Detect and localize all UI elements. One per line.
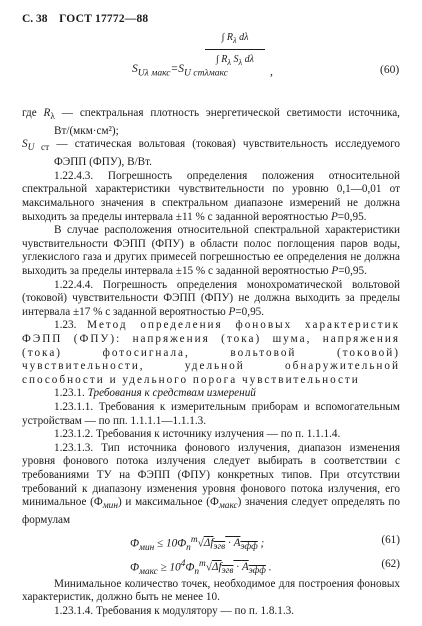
paragraph-1-23-1-3: 1.23.1.3. Тип источника фонового излучения, диапазон изменения уровня фонового потока излучения следует выбирать в соответствии с требованиями ТУ на ФЭПП (ФПУ) конкретных типов. При отсутствии требований к диапазону изменения уровня фонового потока излучения, его минимальное $(Ф_{мин})$ и максимальное $(Ф_{макс})$ значения следует определять по формулам (22, 441, 400, 526)
formula-60-lhs: $S_{U\lambda макс}=S_{U ст\lambda макс}$ (132, 63, 228, 79)
formula-61-expression: $Ф_{мин} \le 10Ф_п^т√\Delta f_{эгв} \cdot A_{эфф}$ ; (130, 534, 265, 553)
formula-62-expression: $Ф_{макс} \ge 10^4Ф_п^т√\Delta f_{эгв} \cdot A_{эфф}$ . (130, 558, 272, 577)
formula-61-ref: (61) (381, 533, 400, 546)
paragraph-1-23-1-4: 1.23.1.4. Требования к модулятору — по п. 1.8.1.3. (54, 604, 295, 617)
formula-62-ref: (62) (381, 557, 400, 570)
formula-61 (22, 530, 400, 552)
paragraph-1-23-1-1: 1.23.1.1. Требования к измерительным приборам и вспомогательным устройствам — по пп. 1.1.1.1—1.1.1.3. (22, 400, 400, 427)
formula-60-numerator: ∫ $R_\lambda$ dλ (221, 32, 249, 45)
paragraph-min-points: Минимальное количество точек, необходимое для построения фоновых характеристик, должно быть не менее 10. (22, 577, 400, 604)
paragraph-1-23-1-2: 1.23.1.2. Требования к источнику излучения — по п. 1.1.1.4. (54, 428, 341, 441)
paragraph-1-22-4-3: 1.22.4.3. Погрешность определения положения относительной спектральной характеристики чувствительности по уровню 0,1—0,01 от максимального значения в спектральном диапазоне измерений не должна выходить за пределы интервала ±11 % с заданной вероятностью P=0,95. (22, 169, 400, 223)
formula-62 (22, 554, 400, 576)
standard-code: ГОСТ 17772—88 (59, 13, 149, 25)
definition-s: $S_{U ст}$ — статическая вольтовая (токовая) чувствительность исследуемого ФЭПП (ФПУ), В/Вт. (22, 138, 400, 169)
formula-60-fraction (205, 32, 265, 67)
document-body (22, 107, 400, 618)
paragraph-case: В случае расположения относительной спектральной характеристики чувствительности ФЭПП (ФПУ) в области полос поглощения паров воды, углекислого газа и других примесей погрешностью ее определения не должна выходить за пределы интервала ±15 % с заданной вероятностью P=0,95. (22, 224, 400, 277)
definition-r: где $R_\lambda$ — спектральная плотность энергетической светимости источника, Вт/(мкм·см²); (22, 107, 400, 137)
fraction-bar (205, 49, 265, 50)
formula-60-ref: (60) (380, 64, 400, 76)
page-number: С. 38 (22, 13, 48, 25)
paragraph-1-23-1: 1.23.1. Требования к средствам измерений (54, 387, 256, 400)
formula-60-denominator: ∫ $R_\lambda$ $S_\lambda$ dλ (216, 54, 254, 67)
formula-60 (0, 28, 422, 108)
page-header (22, 13, 148, 25)
section-1-23-title: 1.23. Метод определения фоновых характеристик ФЭПП (ФПУ): напряжения (тока) шума, напряжения (тока) фотосигнала, вольтовой (токовой) чувствительности, удельной обнаружительной способности и удельного порога чувствительности (22, 319, 401, 386)
paragraph-1-22-4-4: 1.22.4.4. Погрешность определения монохроматической вольтовой (токовой) чувствительности ФЭПП (ФПУ) не должна выходить за пределы интервала ±17 % с заданной вероятностью P=0,95. (22, 278, 400, 318)
formula-60-comma: , (270, 64, 273, 78)
